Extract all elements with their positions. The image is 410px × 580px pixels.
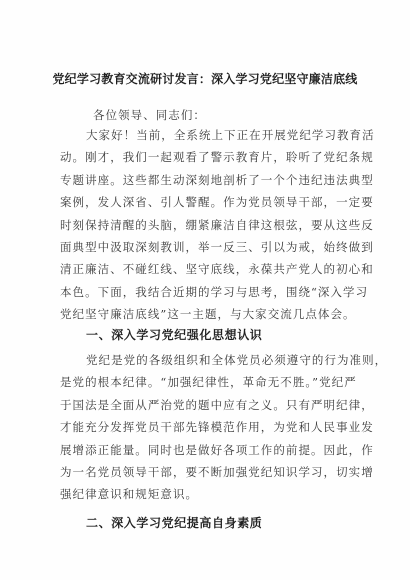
- paragraph-line: 党纪坚守廉洁底线”这一主题，与大家交流几点体会。: [60, 307, 356, 322]
- paragraph-line: 清正廉洁、不碰红线、坚守底线，永葆共产党人的初心和: [60, 262, 374, 277]
- paragraph-line: 面典型中汲取深刻教训，举一反三、引以为戒，始终做到: [60, 239, 374, 254]
- paragraph-line: 动。刚才，我们一起观看了警示教育片，聆听了党纪条规: [60, 150, 374, 165]
- paragraph-line: 为一名党员领导干部，要不断加强党纪知识学习，切实增: [60, 464, 374, 479]
- paragraph-line: 于国法是全面从严治党的题中应有之义。只有严明纪律，: [60, 397, 374, 412]
- paragraph-line: 时刻保持清醒的头脑，绷紧廉洁自律这根弦，要从这些反: [60, 217, 374, 232]
- paragraph-line: 展增添正能量。同时也是做好各项工作的前提。因此，作: [60, 442, 374, 457]
- paragraph-line: 才能充分发挥党员干部先锋模范作用，为党和人民事业发: [60, 420, 374, 435]
- section-heading-1: 一、深入学习党纪强化思想认识: [86, 328, 263, 342]
- greeting-line: 各位领导、同志们：: [93, 108, 206, 122]
- paragraph-line: 专题讲座。这些都生动深刻地剖析了一个个违纪违法典型: [60, 172, 374, 187]
- section-heading-2: 二、深入学习党纪提高自身素质: [86, 516, 263, 530]
- paragraph-intro: [60, 124, 375, 326]
- paragraph-line: 是党的根本纪律。“加强纪律性，革命无不胜。”党纪严: [60, 375, 357, 390]
- paragraph-line: 大家好！当前，全系统上下正在开展党纪学习教育活: [86, 128, 375, 142]
- paragraph-line: 本色。下面，我结合近期的学习与思考，围绕“深入学习: [60, 284, 369, 299]
- paragraph-line: 党纪是党的各级组织和全体党员必须遵守的行为准则，: [86, 353, 388, 367]
- document-title: 党纪学习教育交流研讨发言：深入学习党纪坚守廉洁底线: [52, 72, 358, 86]
- paragraph-section-1: [60, 349, 388, 506]
- paragraph-line: 案例，发人深省、引人警醒。作为党员领导干部，一定要: [60, 195, 374, 210]
- paragraph-line: 强纪律意识和规矩意识。: [60, 487, 199, 502]
